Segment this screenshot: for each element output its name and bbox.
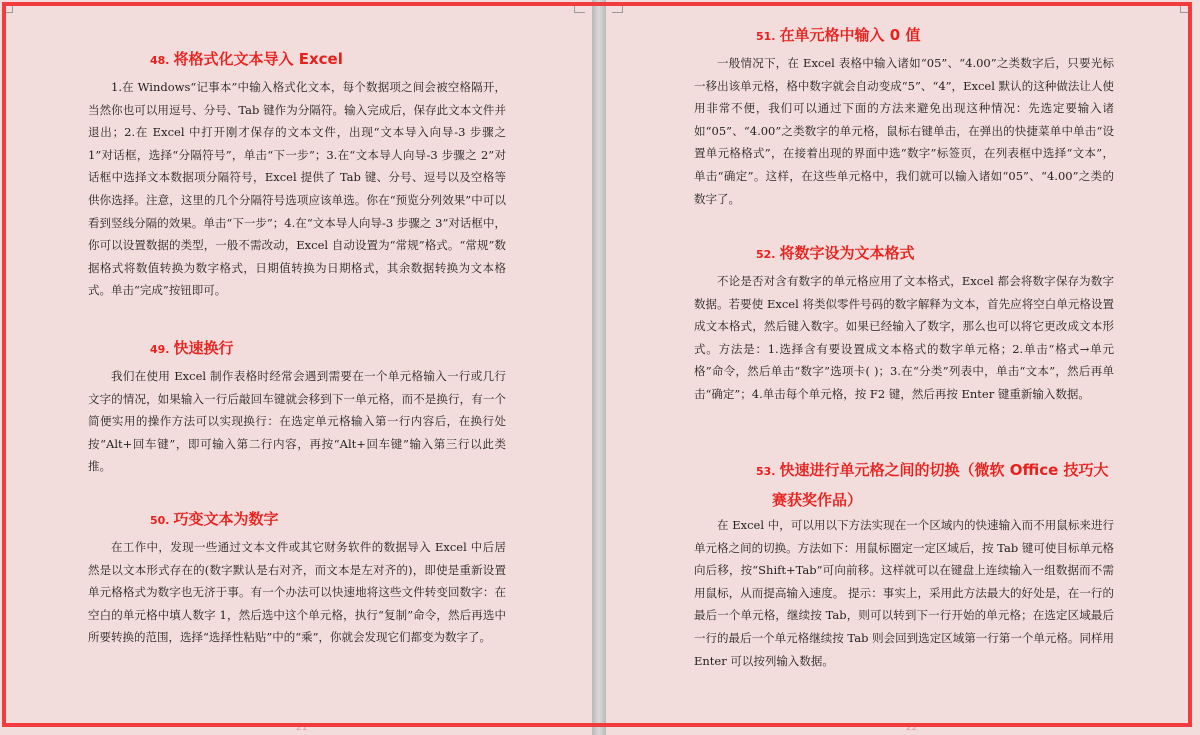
section-body: 1.在 Windows“记事本”中输入格式化文本，每个数据项之间会被空格隔开，当然你也可以用逗号、分号、Tab 键作为分隔符。输入完成后，保存此文本文件并退出；2.在 Excel 中打开刚才保存的文本文件，出现“文本导入向导-3 步骤之 1”对话框，选择“分隔符号”，单击“下一步”；3.在“文本导人向导-3 步骤之 2”对话框中选择文本数据项分隔符号，Excel 提供了 Tab 键、分号、逗号以及空格等供你选择。注意，这里的几个分隔符号选项应该单选。你在“预览分列效果”中可以看到竖线分隔的效果。单击“下一步”；4.在“文本导人向导-3 步骤之 3”对话框中，你可以设置数据的类型，一般不需改动，Excel 自动设置为“常规”格式。“常规”数据格式将数值转换为数字格式，日期值转换为日期格式，其余数据转换为文本格式。单击“完成”按钮即可。	[88, 80, 506, 298]
section-49	[88, 333, 506, 478]
section-body: 一般情况下，在 Excel 表格中输入诸如“05”、“4.00”之类数字后，只要光标一移出该单元格，格中数字就会自动变成“5”、“4”，Excel 默认的这种做法让人使用非常不便，我们可以通过下面的方法来避免出现这种情况：先选定要输入诸如“05”、“4.00”之类数字的单元格，鼠标右键单击，在弹出的快捷菜单中单击“设置单元格格式”，在接着出现的界面中选“数字”标签页，在列表框中选择“文本”，单击“确定”。这样，在这些单元格中，我们就可以输入诸如“05”、“4.00”之类的数字了。	[694, 56, 1114, 206]
corner-mark	[1180, 2, 1191, 13]
page-number: 21	[296, 723, 308, 733]
section-48	[88, 44, 506, 302]
section-body: 在 Excel 中，可以用以下方法实现在一个区域内的快速输入而不用鼠标来进行单元格之间的切换。方法如下：用鼠标圈定一定区域后，按 Tab 键可使目标单元格向后移，按“Shift+Tab”可向前移。这样就可以在键盘上连续输入一组数据而不需用鼠标，从而提高输入速度。 提示：事实上，采用此方法最大的好处是，在一行的最后一个单元格，继续按 Tab，则可以转到下一行开始的单元格；在选定区域最后一行的最后一个单元格继续按 Tab 则会回到选定区域第一行第一个单元格。同样用 Enter 可以按列输入数据。	[694, 518, 1114, 668]
page-number: 22	[906, 723, 918, 733]
section-heading: 52. 将数字设为文本格式	[756, 244, 915, 262]
corner-mark	[2, 2, 13, 13]
right-page	[606, 0, 1200, 735]
section-body: 不论是否对含有数字的单元格应用了文本格式，Excel 都会将数字保存为数字数据。若要使 Excel 将类似零件号码的数字解释为文本，首先应将空白单元格设置成文本格式，然后键入数字。如果已经输入了数字，那么也可以将它更改成文本形式。方法是：1.选择含有要设置成文本格式的数字单元格；2.单击“格式→单元格”命令，然后单击“数字”选项卡( )；3.在“分类”列表中，单击“文本”，然后再单击“确定”；4.单击每个单元格，按 F2 键，然后再按 Enter 键重新输入数据。	[694, 274, 1114, 401]
section-heading: 48. 将格式化文本导入 Excel	[150, 50, 343, 68]
section-heading: 50. 巧变文本为数字	[150, 510, 279, 528]
section-52	[694, 238, 1114, 406]
section-heading: 51. 在单元格中输入 0 值	[756, 26, 921, 44]
section-heading: 53. 快速进行单元格之间的切换（微软 Office 技巧大赛获奖作品）	[756, 461, 1109, 509]
section-body: 在工作中，发现一些通过文本文件或其它财务软件的数据导入 Excel 中后居然是以文本形式存在的(数字默认是右对齐，而文本是左对齐的)，即使是重新设置单元格格式为数字也无济于事。有一个办法可以快速地将这些文件转变回数字：在空白的单元格中填人数字 1，然后选中这个单元格，执行“复制”命令，然后再选中所要转换的范围，选择“选择性粘贴”中的“乘”，你就会发现它们都变为数字了。	[88, 540, 506, 645]
corner-mark	[612, 2, 623, 13]
section-body: 我们在使用 Excel 制作表格时经常会遇到需要在一个单元格输入一行或几行文字的情况，如果输入一行后敲回车键就会移到下一单元格，而不是换行，有一个简便实用的操作方法可以实现换行：在选定单元格输入第一行内容后，在换行处按“Alt+回车键”，即可输入第二行内容，再按“Alt+回车键”输入第三行以此类推。	[88, 369, 506, 474]
section-51	[694, 20, 1114, 210]
left-page	[0, 0, 592, 735]
section-heading: 49. 快速换行	[150, 339, 234, 357]
page-gutter	[592, 0, 606, 735]
section-50	[88, 504, 506, 649]
section-53	[694, 456, 1114, 672]
corner-mark	[574, 2, 585, 13]
